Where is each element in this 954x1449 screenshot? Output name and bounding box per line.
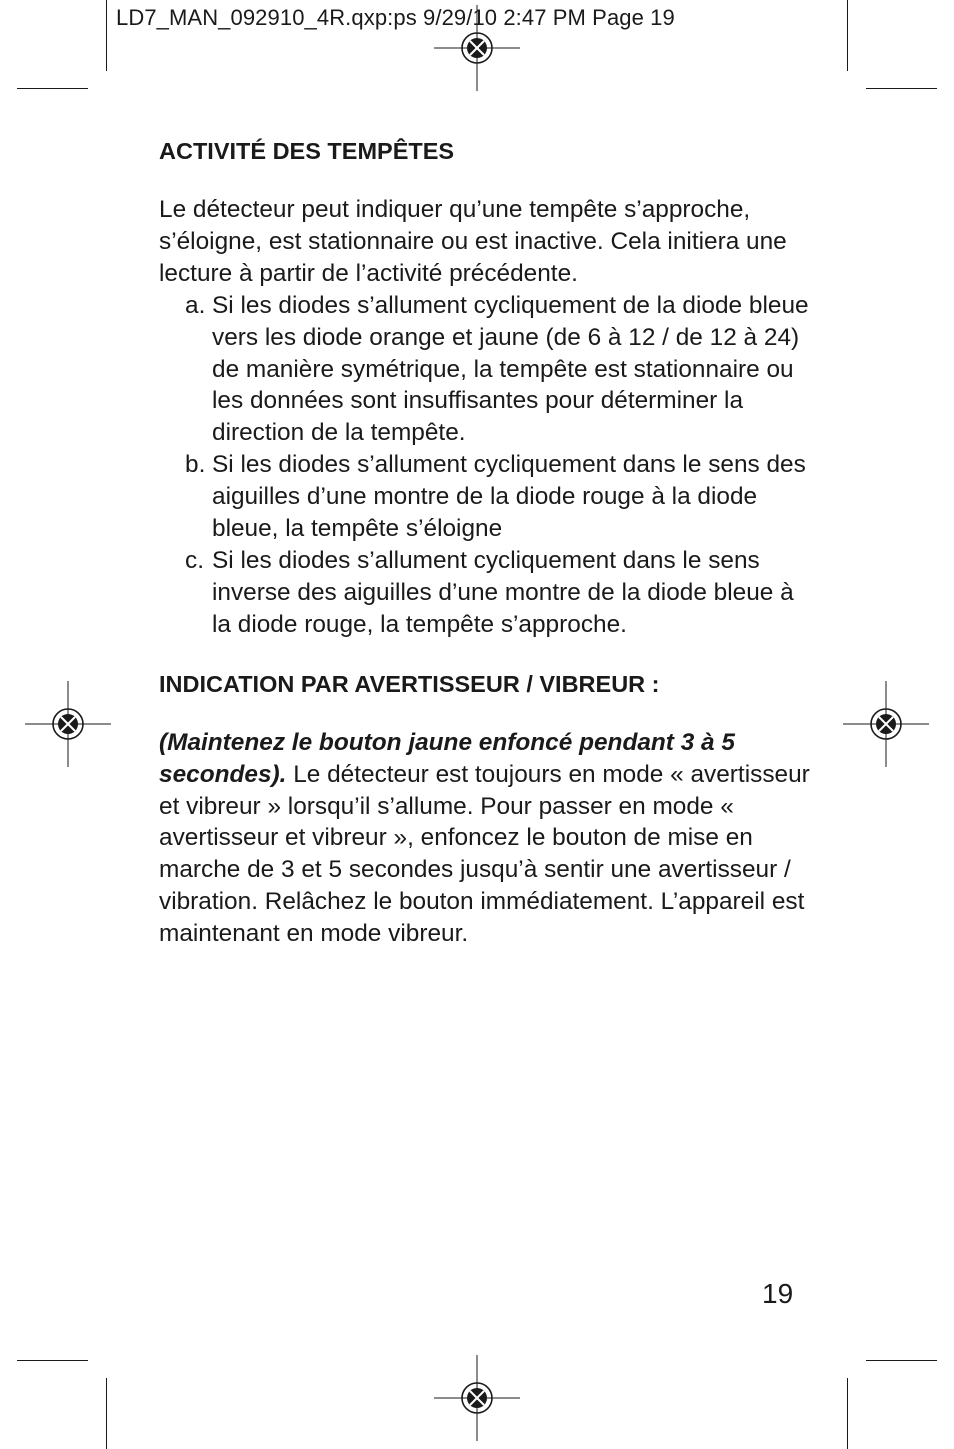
list-item bbox=[185, 290, 819, 450]
slug-line: LD7_MAN_092910_4R.qxp:ps 9/29/10 2:47 PM Page 19 bbox=[116, 5, 675, 30]
page-content bbox=[159, 130, 819, 950]
crop-mark-bottom-right-horizontal bbox=[866, 1360, 937, 1361]
crop-mark-bottom-left-horizontal bbox=[17, 1360, 88, 1361]
registration-target-icon bbox=[25, 681, 111, 767]
section-heading-storm-activity: ACTIVITÉ DES TEMPÊTES bbox=[159, 138, 455, 164]
crop-mark-bottom-left-vertical bbox=[106, 1378, 107, 1449]
list-item bbox=[185, 545, 819, 641]
crop-mark-top-right-vertical bbox=[847, 0, 848, 71]
list-item bbox=[185, 449, 819, 545]
list-item-text: Si les diodes s’allument cycliquement dans le sens inverse des aiguilles d’une montre de la diode bleue à la diode rouge, la tempête s’approche. bbox=[212, 546, 794, 638]
registration-target-icon bbox=[434, 5, 520, 91]
list-item-text: Si les diodes s’allument cycliquement dans le sens des aiguilles d’une montre de la diode rouge à la diode bleue, la tempête s’éloigne bbox=[212, 451, 806, 543]
alert-paragraph bbox=[159, 727, 819, 950]
section-heading-alert-indication: INDICATION PAR AVERTISSEUR / VIBREUR : bbox=[159, 670, 660, 697]
alert-body-text: Le détecteur est toujours en mode « avertisseur et vibreur » lorsqu’il s’allume. Pour passer en mode « avertisseur et vibreur », enfoncez le bouton de mise en marche de 3 et 5 secondes jusqu’à sentir une avertisseur / vibration. Relâchez le bouton immédiatement. L’appareil est maintenant en mode vibreur. bbox=[159, 760, 810, 948]
registration-target-icon bbox=[434, 1355, 520, 1441]
list-item-text: Si les diodes s’allument cycliquement de la diode bleue vers les diode orange et jaune (de 6 à 12 / de 12 à 24) de manière symétrique, la tempête est stationnaire ou les données sont insuffisantes pour déterminer la direction de la tempête. bbox=[212, 291, 809, 447]
registration-target-icon bbox=[843, 681, 929, 767]
list-marker: b. bbox=[185, 451, 206, 479]
list-marker: a. bbox=[185, 291, 206, 319]
crop-mark-bottom-right-vertical bbox=[847, 1378, 848, 1449]
crop-mark-top-left-horizontal bbox=[17, 88, 88, 89]
crop-mark-top-right-horizontal bbox=[866, 88, 937, 89]
page-number: 19 bbox=[762, 1278, 794, 1309]
list-marker: c. bbox=[185, 546, 204, 574]
storm-conditions-list bbox=[159, 290, 819, 641]
crop-mark-top-left-vertical bbox=[106, 0, 107, 71]
alert-emphasis: (Maintenez le bouton jaune enfoncé pendant 3 à 5 secondes). bbox=[159, 728, 735, 788]
storm-intro-paragraph: Le détecteur peut indiquer qu’une tempête s’approche, s’éloigne, est stationnaire ou est inactive. Cela initiera une lecture à partir de l’activité précédente. bbox=[159, 196, 787, 287]
